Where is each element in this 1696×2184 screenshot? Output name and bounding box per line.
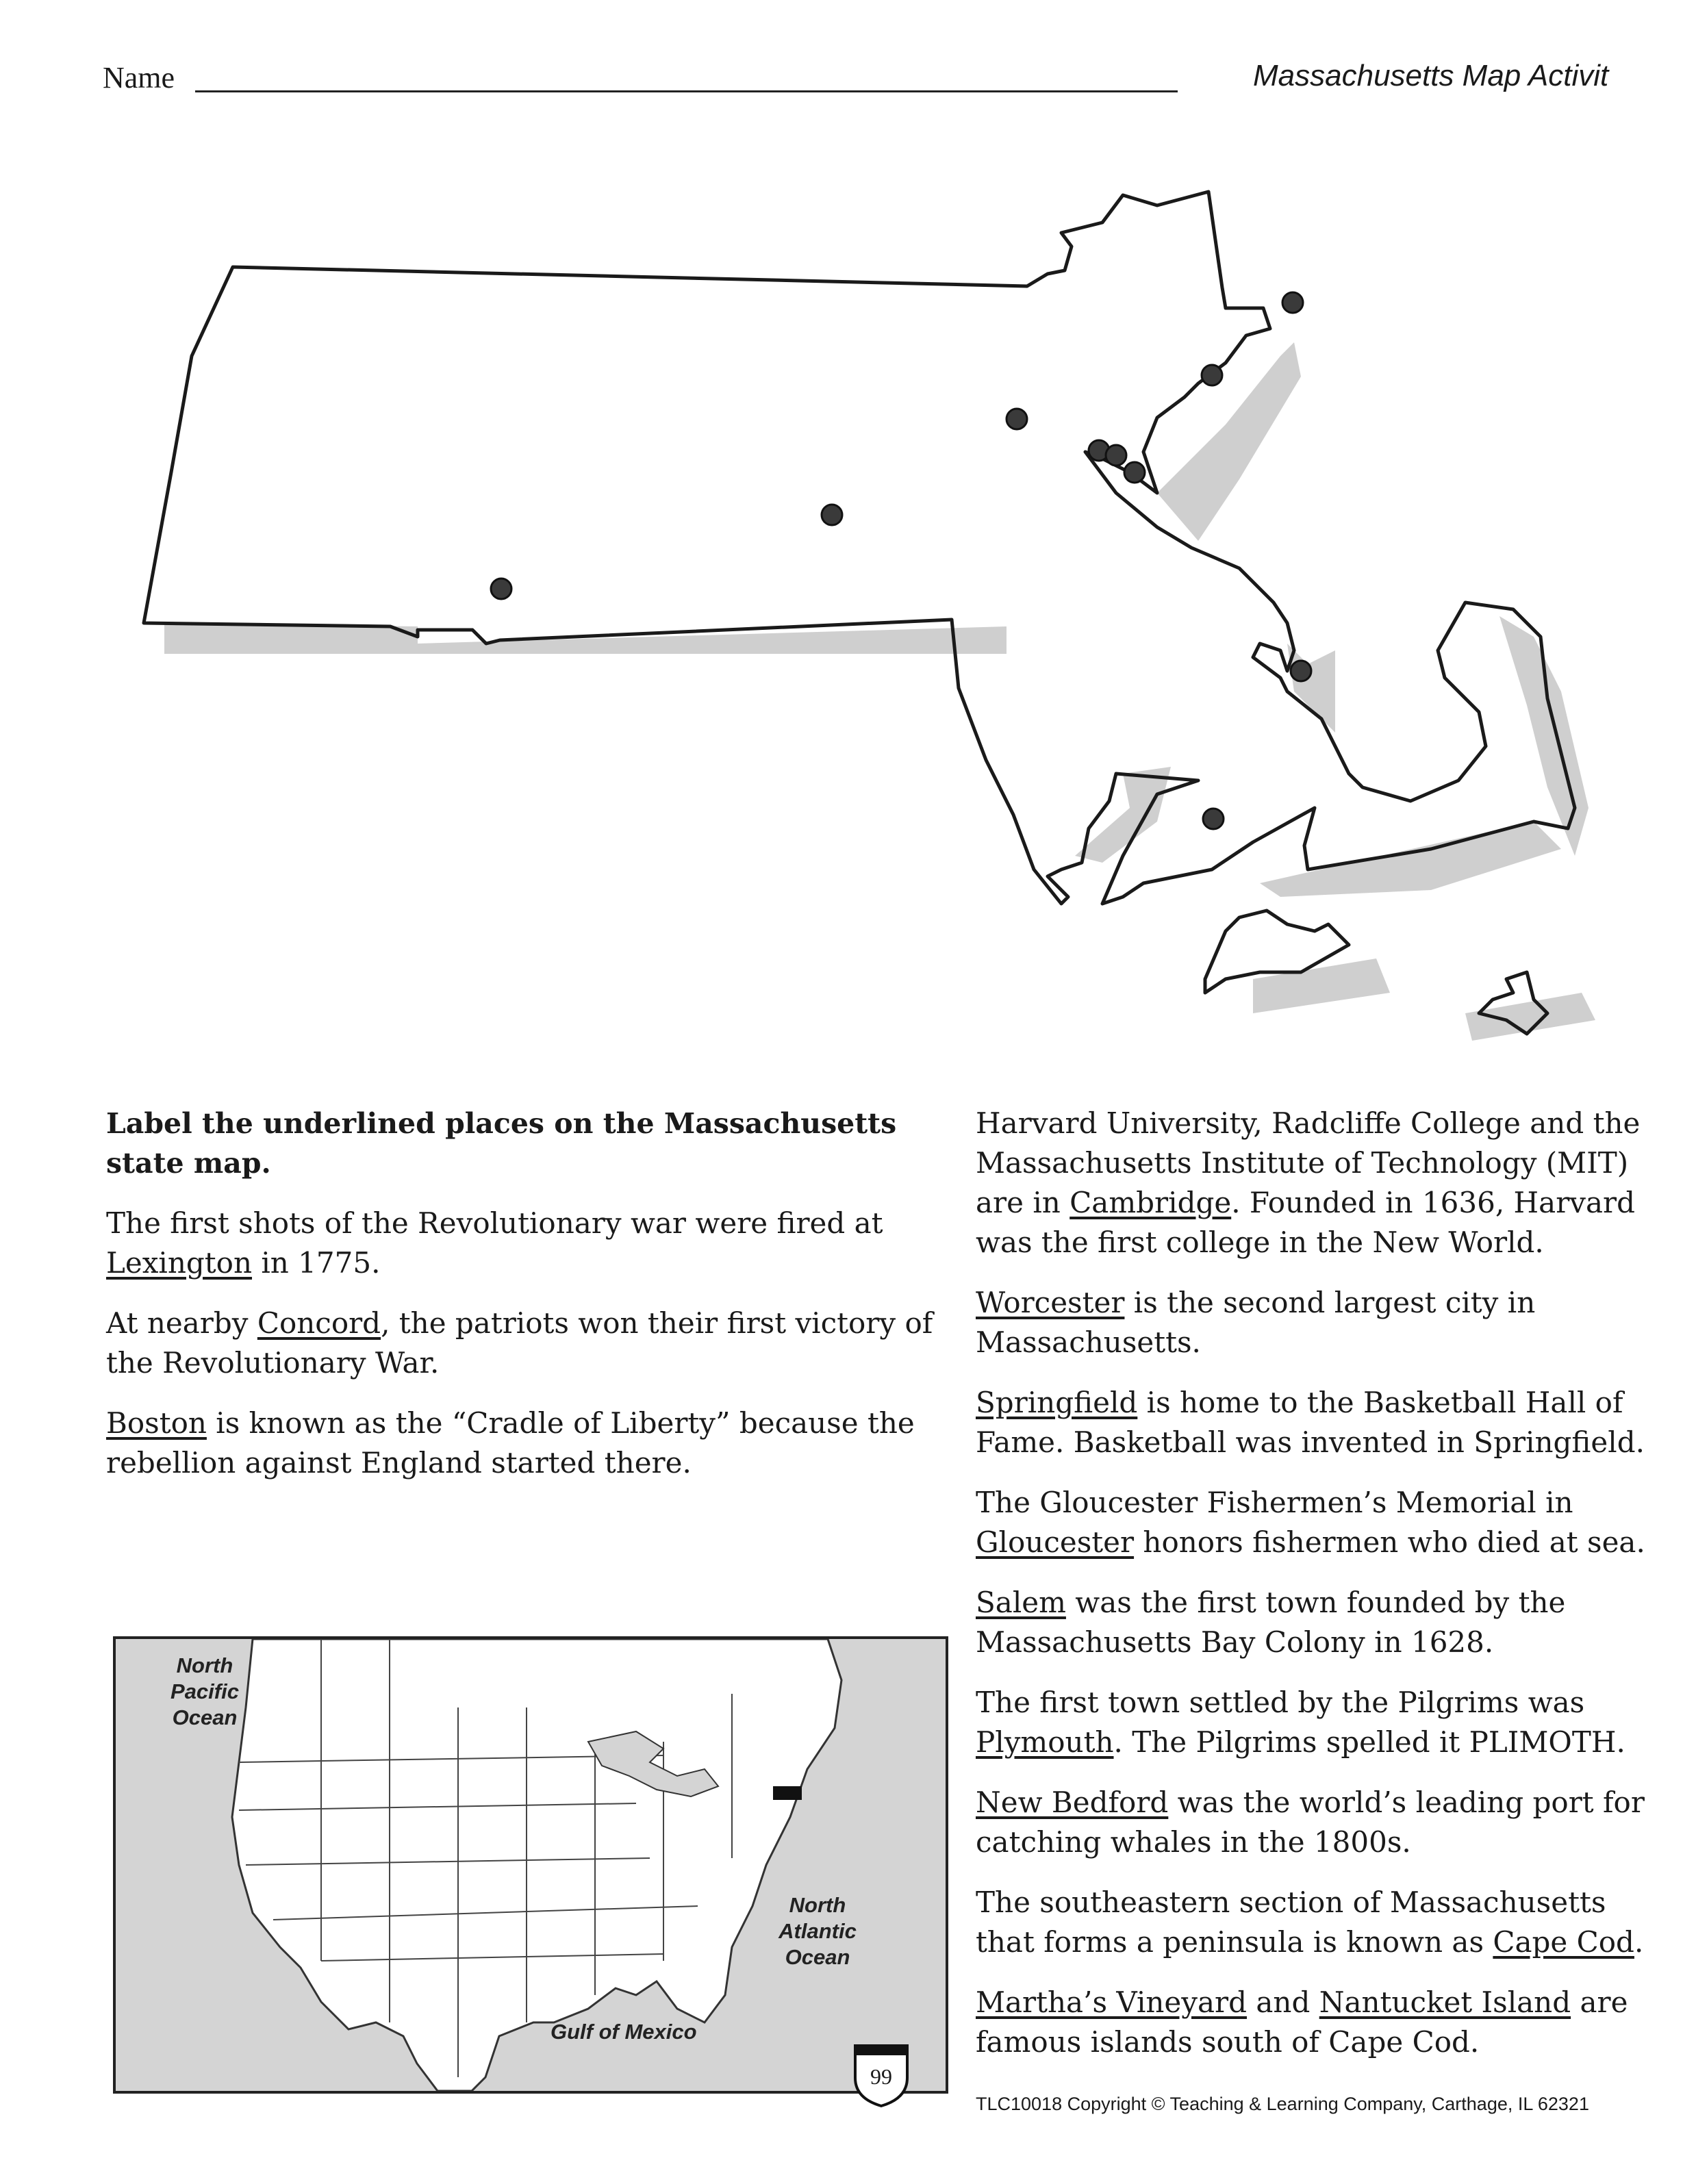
city-dot-cambridge [1106, 445, 1126, 466]
place-springfield: Springfield [976, 1386, 1138, 1419]
place-boston: Boston [106, 1406, 207, 1440]
boston-paragraph: Boston is known as the “Cradle of Liberty” because the rebellion against England started there. [106, 1406, 915, 1480]
gulf-of-mexico-label: Gulf of Mexico [550, 2020, 697, 2044]
city-dots [491, 292, 1311, 829]
plymouth-paragraph: The first town settled by the Pilgrims was Plymouth. The Pilgrims spelled it PLIMOTH. [976, 1686, 1625, 1759]
massachusetts-map [130, 171, 1623, 1082]
new-bedford-paragraph: New Bedford was the world’s leading port for catching whales in the 1800s. [976, 1786, 1645, 1859]
coast-shadow [164, 342, 1595, 1041]
name-line[interactable] [195, 90, 1178, 92]
massachusetts-highlight [773, 1786, 802, 1800]
place-marthas-vineyard: Martha’s Vineyard [976, 1985, 1248, 2019]
city-dot-boston [1124, 462, 1145, 483]
left-column [106, 1104, 941, 1503]
page-title: Massachusetts Map Activit [1253, 59, 1609, 92]
city-dot-new-bedford [1203, 809, 1224, 829]
pacific-ocean-label: North Pacific Ocean [170, 1653, 239, 1729]
salem-paragraph: Salem was the first town founded by the Massachusetts Bay Colony in 1628. [976, 1586, 1566, 1659]
page-number: 99 [870, 2064, 892, 2089]
place-worcester: Worcester [976, 1286, 1125, 1319]
right-column [976, 1104, 1660, 2083]
state-outline [144, 192, 1575, 1034]
us-locator-map [113, 1636, 948, 2094]
place-salem: Salem [976, 1586, 1066, 1619]
city-dot-gloucester [1202, 365, 1222, 385]
concord-paragraph: At nearby Concord, the patriots won their first victory of the Revolutionary War. [106, 1306, 933, 1380]
place-concord: Concord [257, 1306, 381, 1340]
place-nantucket-island: Nantucket Island [1319, 1985, 1571, 2019]
place-lexington: Lexington [106, 1246, 253, 1280]
lexington-paragraph: The first shots of the Revolutionary war were fired at Lexington in 1775. [106, 1206, 883, 1280]
name-label: Name [103, 61, 175, 94]
city-dot-salem [1282, 292, 1303, 313]
city-dot-lexington [1007, 409, 1027, 429]
islands-paragraph: Martha’s Vineyard and Nantucket Island are famous islands south of Cape Cod. [976, 1985, 1628, 2059]
city-dot-worcester [822, 505, 842, 525]
gloucester-paragraph: The Gloucester Fishermen’s Memorial in Gloucester honors fishermen who died at sea. [976, 1486, 1645, 1559]
place-cape-cod: Cape Cod [1493, 1925, 1634, 1959]
worcester-paragraph: Worcester is the second largest city in Massachusetts. [976, 1286, 1536, 1359]
place-plymouth: Plymouth [976, 1725, 1114, 1759]
springfield-paragraph: Springfield is home to the Basketball Hall of Fame. Basketball was invented in Springfield. [976, 1386, 1645, 1459]
city-dot-springfield [491, 579, 511, 599]
cape-cod-paragraph: The southeastern section of Massachusetts that forms a peninsula is known as Cape Cod. [976, 1885, 1644, 1959]
place-gloucester: Gloucester [976, 1525, 1135, 1559]
city-dot-plymouth [1291, 661, 1311, 681]
atlantic-ocean-label: North Atlantic Ocean [779, 1893, 857, 1969]
instruction-text: Label the underlined places on the Massachusetts state map. [106, 1107, 897, 1180]
place-new-bedford: New Bedford [976, 1786, 1169, 1819]
cambridge-paragraph: Harvard University, Radcliffe College and the Massachusetts Institute of Technology (MIT) are in Cambridge. Founded in 1636, Harvard was the first college in the New World. [976, 1106, 1641, 1259]
copyright-footer: TLC10018 Copyright © Teaching & Learning Company, Carthage, IL 62321 [976, 2094, 1589, 2114]
place-cambridge: Cambridge [1070, 1186, 1232, 1219]
